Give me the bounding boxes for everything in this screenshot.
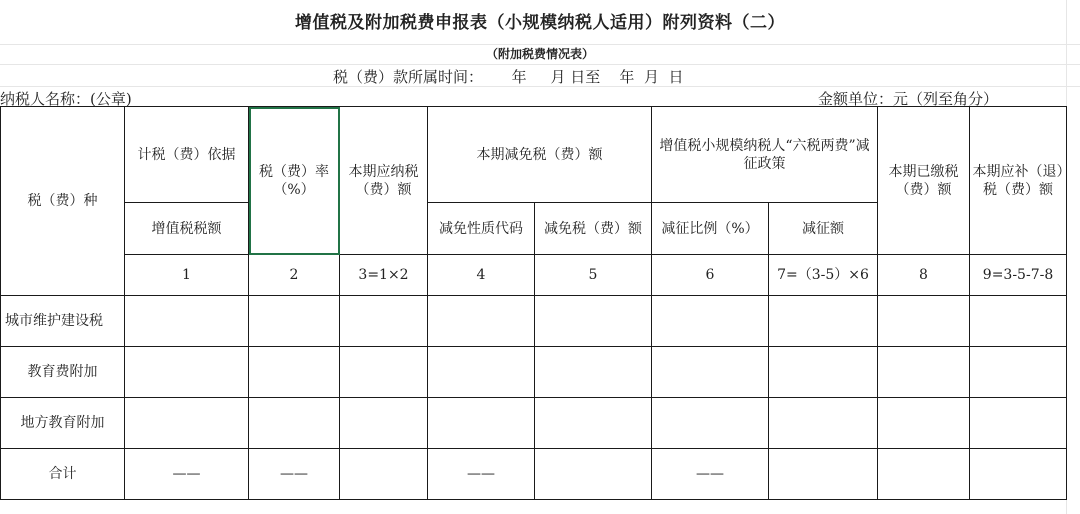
row-label-local-education-surcharge[interactable]: 地方教育附加 [1,398,125,449]
surcharge-table [0,106,1067,500]
row-label-total[interactable]: 合计 [1,449,125,500]
table-cell[interactable] [428,296,535,347]
header-reduction-value[interactable]: 减征额 [769,203,878,255]
table-cell[interactable] [652,296,769,347]
table-cell[interactable] [769,347,878,398]
form-title: 增值税及附加税费申报表（小规模纳税人适用）附列资料（二） [295,13,785,33]
table-cell[interactable] [340,296,428,347]
header-payable[interactable]: 本期应纳税（费）额 [340,107,428,255]
table-cell[interactable] [340,398,428,449]
column-number[interactable]: 2 [249,255,340,296]
table-cell[interactable] [249,347,340,398]
table-cell[interactable] [125,347,249,398]
table-cell[interactable] [340,347,428,398]
header-reduction-amount[interactable]: 减免税（费）额 [535,203,652,255]
table-cell[interactable]: —— [249,449,340,500]
header-rate[interactable]: 税（费）率（%） [249,107,340,255]
column-number[interactable]: 9=3-5-7-8 [970,255,1067,296]
table-row [1,398,1067,449]
table-cell[interactable] [428,347,535,398]
table-row [1,296,1067,347]
table-cell[interactable] [878,347,970,398]
period-month-end: 月 [643,68,659,86]
table-cell[interactable] [428,398,535,449]
period-month-start: 月 [550,68,566,86]
table-cell[interactable] [878,449,970,500]
column-number[interactable]: 3=1×2 [340,255,428,296]
header-reduction[interactable]: 本期减免税（费）额 [428,107,652,203]
table-cell[interactable] [125,398,249,449]
form-subtitle: （附加税费情况表） [485,47,594,61]
table-cell[interactable] [970,296,1067,347]
column-number[interactable]: 7=（3-5）×6 [769,255,878,296]
taxpayer-name-label: 纳税人名称：(公章) [0,90,132,108]
header-vat-amount[interactable]: 增值税税额 [125,203,249,255]
period-day-end: 日 [668,68,684,86]
table-cell[interactable] [769,449,878,500]
table-cell[interactable]: —— [125,449,249,500]
header-reduction-code[interactable]: 减免性质代码 [428,203,535,255]
table-row [1,347,1067,398]
table-cell[interactable] [878,398,970,449]
table-cell[interactable] [535,398,652,449]
header-paid[interactable]: 本期已缴税（费）额 [878,107,970,255]
table-cell[interactable] [970,347,1067,398]
table-cell[interactable] [535,347,652,398]
row-label-urban-maintenance-tax[interactable]: 城市维护建设税 [1,296,125,347]
column-number[interactable]: 8 [878,255,970,296]
amount-unit-label: 金额单位：元（列至角分） [818,90,999,108]
header-basis[interactable]: 计税（费）依据 [125,107,249,203]
header-refund[interactable]: 本期应补（退）税（费）额 [970,107,1067,255]
table-cell[interactable] [125,296,249,347]
table-cell[interactable] [652,398,769,449]
period-label: 税（费）款所属时间： [333,68,484,86]
gridline [0,64,1080,65]
table-cell[interactable] [769,398,878,449]
column-number[interactable]: 1 [125,255,249,296]
table-cell[interactable] [249,398,340,449]
period-year-end: 年 [619,68,635,86]
table-cell[interactable] [249,296,340,347]
header-reduction-ratio[interactable]: 减征比例（%） [652,203,769,255]
table-cell[interactable] [535,296,652,347]
header-tax-type: 税（费）种 [1,107,125,296]
table-row-total [1,449,1067,500]
table-cell[interactable] [535,449,652,500]
table-cell[interactable] [970,398,1067,449]
table-cell[interactable] [769,296,878,347]
table-cell[interactable] [878,296,970,347]
period-day-to: 日至 [570,68,601,86]
column-number[interactable]: 5 [535,255,652,296]
tax-period-line [333,66,684,87]
table-cell[interactable] [652,347,769,398]
header-policy[interactable]: 增值税小规模纳税人“六税两费”减征政策 [652,107,878,203]
period-year-start: 年 [511,68,527,86]
table-cell[interactable] [970,449,1067,500]
table-cell[interactable]: —— [428,449,535,500]
table-cell[interactable] [340,449,428,500]
table-cell[interactable]: —— [652,449,769,500]
row-label-education-surcharge[interactable]: 教育费附加 [1,347,125,398]
column-number[interactable]: 4 [428,255,535,296]
column-number[interactable]: 6 [652,255,769,296]
